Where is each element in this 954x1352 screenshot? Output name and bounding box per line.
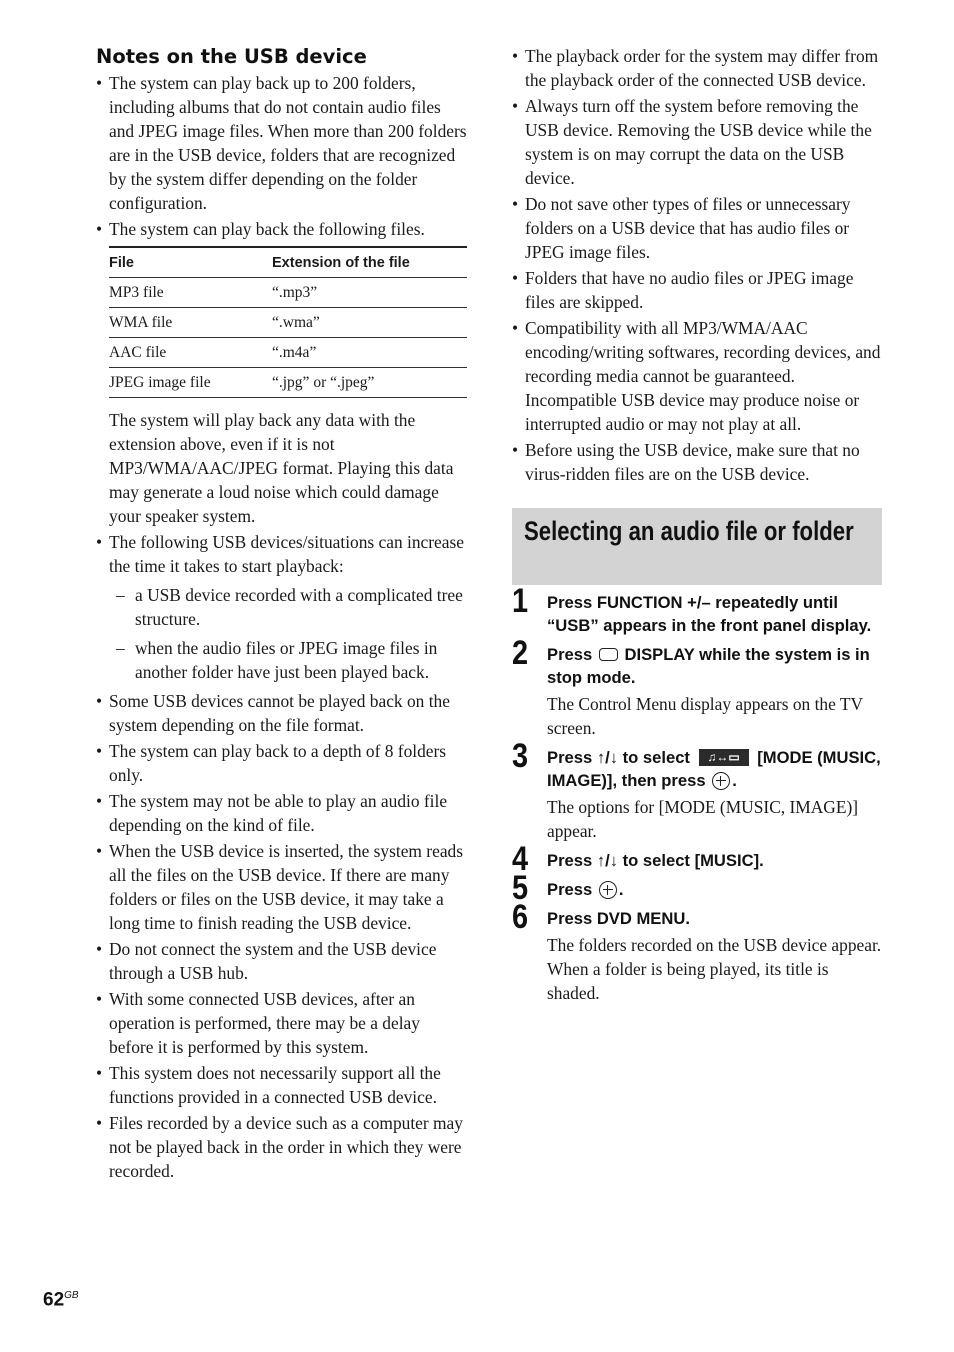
table-row [109, 308, 467, 338]
section-title: Selecting an audio file or folder [524, 516, 854, 546]
table-row [109, 368, 467, 398]
step-6 [512, 898, 882, 1005]
note-bullet: • Compatibility with all MP3/WMA/AAC encoding/writing softwares, recording devices, and recording media cannot be guaranteed. Incompatible USB device may produce noise or interrupted audio or may not play at all. [512, 318, 881, 434]
note-bullet: • Some USB devices cannot be played back on the system depending on the file format. [96, 691, 450, 735]
note-bullet: • Folders that have no audio files or JPEG image files are skipped. [512, 268, 854, 312]
right-column [512, 44, 882, 1009]
step-instruction: Press ↑/↓ to select ♫↔▭ [MODE (MUSIC, IMAGE)], then press . [547, 748, 881, 790]
notes-heading: Notes on the USB device [96, 45, 367, 68]
note-bullet: • Do not save other types of files or unnecessary folders on a USB device that has audio files or JPEG image files. [512, 194, 851, 262]
table-cell: WMA file [109, 308, 272, 338]
step-instruction: Press . [547, 880, 624, 899]
display-button-icon [599, 648, 618, 661]
step-3 [512, 737, 882, 843]
note-bullet: • This system does not necessarily support all the functions provided in a connected USB device. [96, 1063, 441, 1107]
note-bullet: • With some connected USB devices, after an operation is performed, there may be a delay before it is performed by this system. [96, 989, 420, 1057]
step-2 [512, 634, 882, 740]
note-bullet: • Always turn off the system before removing the USB device. Removing the USB device while the system is on may corrupt the data on the USB device. [512, 96, 872, 188]
step-description: The Control Menu display appears on the TV screen. [547, 694, 863, 738]
step-number: 3 [512, 737, 529, 775]
note-bullet: • The system may not be able to play an audio file depending on the kind of file. [96, 791, 448, 835]
note-bullet: • The following USB devices/situations can increase the time it takes to start playback: [96, 532, 464, 576]
table-cell: JPEG image file [109, 374, 211, 391]
table-note: The system will play back any data with the extension above, even if it is not MP3/WMA/AAC/JPEG format. Playing this data may generate a loud noise which could damage your speaker system. [109, 410, 454, 526]
step-number: 6 [512, 898, 529, 936]
table-cell: AAC file [109, 338, 272, 368]
table-header-row [109, 247, 467, 278]
step-instruction: Press DVD MENU. [547, 909, 690, 928]
step-number: 2 [512, 634, 529, 672]
music-image-mode-icon: ♫↔▭ [699, 749, 749, 766]
section-heading-box [512, 508, 882, 585]
step-description: The folders recorded on the USB device appear. When a folder is being played, its title is shaded. [547, 935, 882, 1003]
step-instruction: Press ↑/↓ to select [MUSIC]. [547, 851, 764, 870]
note-subitem: – a USB device recorded with a complicated tree structure. [116, 585, 463, 629]
table-cell: “.jpg” or “.jpeg” [272, 374, 375, 391]
note-bullet: • Before using the USB device, make sure that no virus-ridden files are on the USB device. [512, 440, 860, 484]
step-instruction: Press FUNCTION +/– repeatedly until “USB” appears in the front panel display. [547, 593, 872, 635]
step-number: 5 [512, 869, 529, 907]
table-row [109, 278, 467, 308]
step-description: The options for [MODE (MUSIC, IMAGE)] appear. [547, 797, 859, 841]
note-bullet: • The system can play back up to 200 folders, including albums that do not contain audio files and JPEG image files. When more than 200 folders are in the USB device, folders that are recognized by the system differ depending on the folder configuration. [96, 73, 467, 213]
step-instruction: Press DISPLAY while the system is in stop mode. [547, 645, 870, 687]
page-number: $62^{GB}$ [43, 1289, 79, 1311]
note-bullet: • The system can play back to a depth of 8 folders only. [96, 741, 447, 785]
file-extension-table [109, 246, 467, 398]
page-number-suffix: GB [64, 1290, 79, 1301]
left-column [96, 44, 468, 1185]
table-cell: “.m4a” [272, 338, 467, 368]
note-bullet: • When the USB device is inserted, the system reads all the files on the USB device. If there are many folders or files on the USB device, it may take a long time to finish reading the USB device. [96, 841, 464, 933]
note-bullet: • The playback order for the system may differ from the playback order of the connected USB device. [512, 46, 879, 90]
step-5 [512, 869, 882, 907]
step-number: 1 [512, 582, 529, 620]
enter-button-icon [599, 881, 617, 899]
table-cell: “.mp3” [272, 278, 467, 308]
table-header-file: File [109, 247, 272, 278]
note-subitem: – when the audio files or JPEG image files in another folder have just been played back. [116, 638, 438, 682]
table-cell: “.wma” [272, 308, 467, 338]
step-4 [512, 840, 882, 878]
note-bullet: • The system can play back the following files. [96, 219, 425, 239]
note-bullet: • Do not connect the system and the USB device through a USB hub. [96, 939, 437, 983]
step-number: 4 [512, 840, 529, 878]
step-1 [512, 582, 882, 637]
table-row [109, 338, 467, 368]
table-cell: MP3 file [109, 278, 272, 308]
table-header-extension: Extension of the file [272, 247, 467, 278]
enter-button-icon [712, 772, 730, 790]
note-bullet: • Files recorded by a device such as a computer may not be played back in the order in which they were recorded. [96, 1113, 463, 1181]
